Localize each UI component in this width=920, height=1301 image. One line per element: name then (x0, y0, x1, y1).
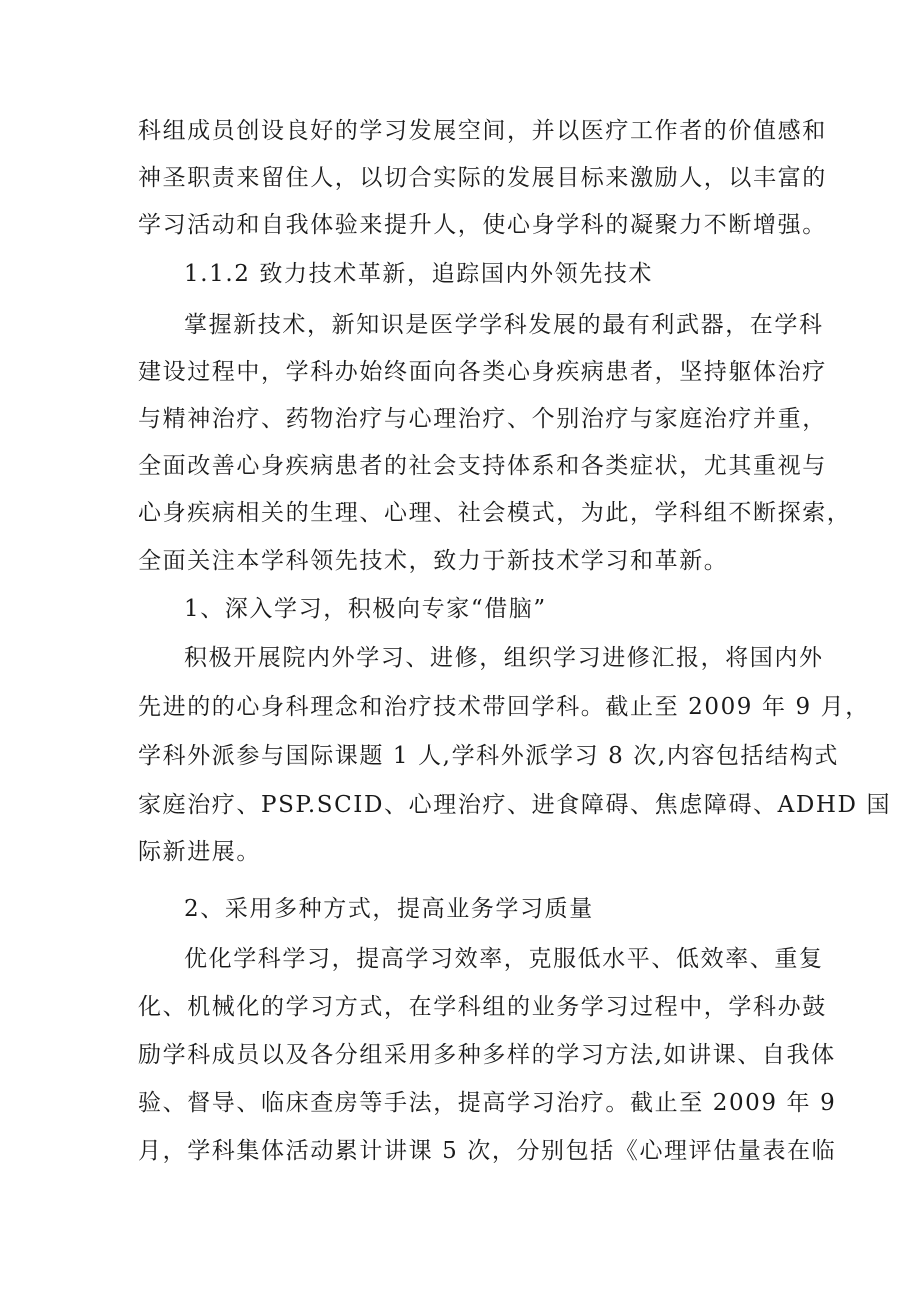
subheading-2: 2、采用多种方式，提高业务学习质量 (184, 896, 594, 922)
paragraph-line: 全面改善心身疾病患者的社会支持体系和各类症状，尤其重视与 (138, 453, 827, 479)
paragraph-line: 励学科成员以及各分组采用多种多样的学习方法,如讲课、自我体 (138, 1042, 836, 1068)
paragraph-line: 积极开展院内外学习、进修，组织学习进修汇报，将国内外 (184, 645, 824, 671)
paragraph-line: 化、机械化的学习方式，在学科组的业务学习过程中，学科办鼓 (138, 994, 827, 1020)
paragraph-line: 家庭治疗、PSP.SCID、心理治疗、进食障碍、焦虑障碍、ADHD 国 (138, 792, 892, 818)
paragraph-line: 月，学科集体活动累计讲课 5 次，分别包括《心理评估量表在临 (138, 1138, 837, 1164)
paragraph-line: 掌握新技术，新知识是医学学科发展的最有利武器，在学科 (184, 312, 824, 338)
paragraph-line: 全面关注本学科领先技术，致力于新技术学习和革新。 (138, 548, 729, 574)
subheading-1: 1、深入学习，积极向专家“借脑” (184, 596, 547, 622)
paragraph-line: 建设过程中，学科办始终面向各类心身疾病患者，坚持躯体治疗 (138, 359, 827, 385)
paragraph-line: 验、督导、临床查房等手法，提高学习治疗。截止至 2009 年 9 (138, 1090, 837, 1116)
section-heading: 1.1.2 致力技术革新，追踪国内外领先技术 (184, 261, 654, 287)
paragraph-line: 神圣职责来留住人，以切合实际的发展目标来激励人，以丰富的 (138, 165, 827, 191)
paragraph-line: 际新进展。 (138, 839, 261, 865)
paragraph-line: 科组成员创设良好的学习发展空间，并以医疗工作者的价值感和 (138, 118, 827, 144)
paragraph-line: 学科外派参与国际课题 1 人,学科外派学习 8 次,内容包括结构式 (138, 743, 839, 769)
paragraph-line: 优化学科学习，提高学习效率，克服低水平、低效率、重复 (184, 946, 824, 972)
paragraph-line: 与精神治疗、药物治疗与心理治疗、个别治疗与家庭治疗并重， (138, 406, 827, 432)
paragraph-line: 先进的的心身科理念和治疗技术带回学科。截止至 2009 年 9 月， (138, 694, 870, 720)
paragraph-line: 学习活动和自我体验来提升人，使心身学科的凝聚力不断增强。 (138, 212, 827, 238)
paragraph-line: 心身疾病相关的生理、心理、社会模式，为此，学科组不断探索， (138, 500, 852, 526)
